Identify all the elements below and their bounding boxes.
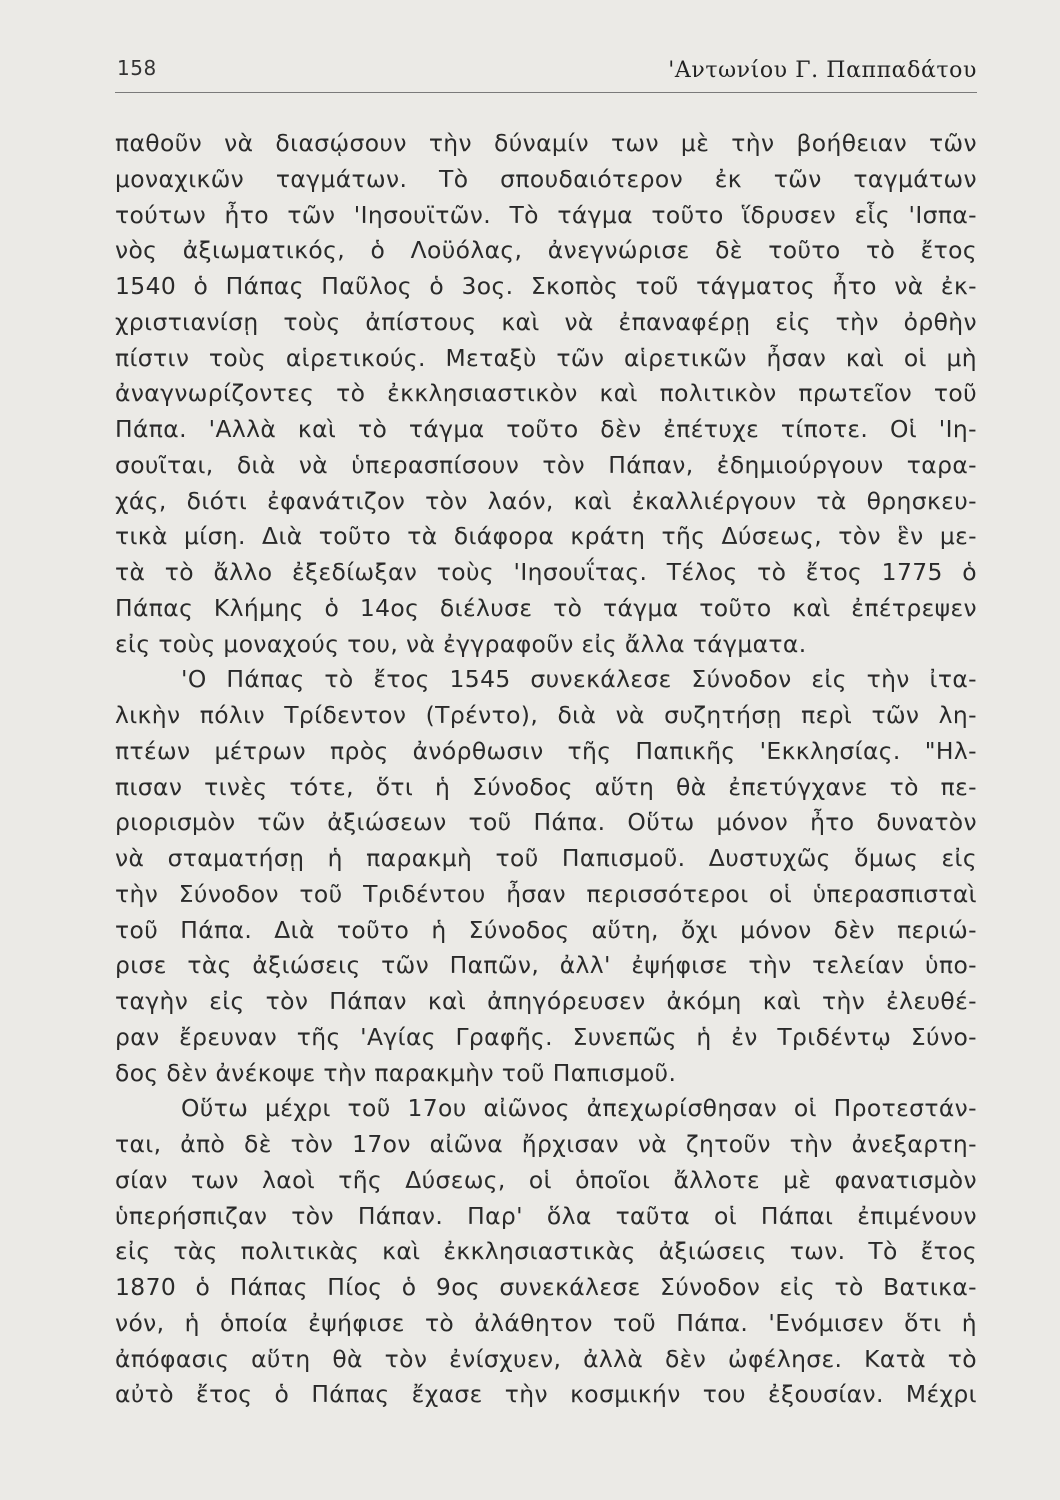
text-line: νὸς ἀξιωματικός, ὁ Λοϋόλας, ἀνεγνώρισε δὲ τοῦτο τὸ ἔτος — [115, 236, 977, 265]
text-line: ται, ἀπὸ δὲ τὸν 17ον αἰῶνα ἤρχισαν νὰ ζητοῦν τὴν ἀνεξαρτη- — [115, 1130, 977, 1158]
running-head — [115, 56, 977, 93]
text-line: δος δὲν ἀνέκοψε τὴν παρακμὴν τοῦ Παπισμοῦ. — [115, 1058, 677, 1087]
text-line: αὐτὸ ἔτος ὁ Πάπας ἔχασε τὴν κοσμικήν του ἐξουσίαν. Μέχρι — [115, 1380, 977, 1409]
text-line: Πάπας Κλήμης ὁ 14ος διέλυσε τὸ τάγμα τοῦτο καὶ ἐπέτρεψεν — [115, 593, 977, 622]
text-line: ἀπόφασις αὕτη θὰ τὸν ἐνίσχυεν, ἀλλὰ δὲν ὠφέλησε. Κατὰ τὸ — [115, 1344, 977, 1373]
paragraph-start-line: 'Ο Πάπας τὸ ἔτος 1545 συνεκάλεσε Σύνοδον εἰς τὴν ἰτα- — [181, 665, 977, 694]
text-line: μοναχικῶν ταγμάτων. Τὸ σπουδαιότερον ἐκ τῶν ταγμάτων — [115, 164, 977, 193]
text-line: τοῦ Πάπα. Διὰ τοῦτο ἡ Σύνοδος αὕτη, ὄχι μόνον δὲν περιώ- — [115, 915, 977, 944]
text-line: ταγὴν εἰς τὸν Πάπαν καὶ ἀπηγόρευσεν ἀκόμη καὶ τὴν ἐλευθέ- — [115, 987, 977, 1015]
text-line: ὑπερήσπιζαν τὸν Πάπαν. Παρ' ὅλα ταῦτα οἱ Πάπαι ἐπιμένουν — [115, 1201, 977, 1230]
body-text — [115, 126, 977, 1413]
text-line: σίαν των λαοὶ τῆς Δύσεως, οἱ ὁποῖοι ἄλλοτε μὲ φανατισμὸν — [115, 1165, 977, 1194]
author-name: 'Αντωνίου Γ. Παππαδάτου — [668, 58, 977, 83]
text-line: εἰς τοὺς μοναχούς του, νὰ ἐγγραφοῦν εἰς ἄλλα τάγματα. — [115, 629, 807, 658]
text-line: παθοῦν νὰ διασῴσουν τὴν δύναμίν των μὲ τὴν βοήθειαν τῶν — [115, 129, 977, 157]
text-line: 1870 ὁ Πάπας Πίος ὁ 9ος συνεκάλεσε Σύνοδον εἰς τὸ Βατικα- — [115, 1273, 977, 1301]
text-line: τικὰ μίση. Διὰ τοῦτο τὰ διάφορα κράτη τῆς Δύσεως, τὸν ἓν με- — [115, 522, 977, 551]
page-number: 158 — [117, 56, 157, 80]
text-line: νὰ σταματήσῃ ἡ παρακμὴ τοῦ Παπισμοῦ. Δυστυχῶς ὅμως εἰς — [115, 844, 977, 872]
text-line: ραν ἔρευναν τῆς 'Αγίας Γραφῆς. Συνεπῶς ἡ ἐν Τριδέντῳ Σύνο- — [115, 1022, 977, 1051]
text-line: Πάπα. 'Αλλὰ καὶ τὸ τάγμα τοῦτο δὲν ἐπέτυχε τίποτε. Οἱ 'Ιη- — [115, 415, 977, 443]
text-line: τὴν Σύνοδον τοῦ Τριδέντου ἦσαν περισσότεροι οἱ ὑπερασπισταὶ — [115, 879, 977, 908]
text-line: πίστιν τοὺς αἱρετικούς. Μεταξὺ τῶν αἱρετικῶν ἦσαν καὶ οἱ μὴ — [115, 343, 977, 372]
text-line: ριορισμὸν τῶν ἀξιώσεων τοῦ Πάπα. Οὕτω μόνον ἦτο δυνατὸν — [115, 808, 977, 837]
text-line: 1540 ὁ Πάπας Παῦλος ὁ 3ος. Σκοπὸς τοῦ τάγματος ἦτο νὰ ἐκ- — [115, 272, 977, 300]
text-line: εἰς τὰς πολιτικὰς καὶ ἐκκλησιαστικὰς ἀξιώσεις των. Τὸ ἔτος — [115, 1237, 977, 1266]
text-line: πτέων μέτρων πρὸς ἀνόρθωσιν τῆς Παπικῆς 'Εκκλησίας. "Ηλ- — [115, 736, 977, 765]
text-line: χάς, διότι ἐφανάτιζον τὸν λαόν, καὶ ἐκαλλιέργουν τὰ θρησκευ- — [115, 486, 977, 515]
text-line: τὰ τὸ ἄλλο ἐξεδίωξαν τοὺς 'Ιησουΐτας. Τέλος τὸ ἔτος 1775 ὁ — [115, 558, 977, 586]
text-line: ρισε τὰς ἀξιώσεις τῶν Παπῶν, ἀλλ' ἐψήφισε τὴν τελείαν ὑπο- — [115, 951, 977, 980]
text-line: ἀναγνωρίζοντες τὸ ἐκκλησιαστικὸν καὶ πολιτικὸν πρωτεῖον τοῦ — [115, 379, 977, 408]
text-line: λικὴν πόλιν Τρίδεντον (Τρέντο), διὰ νὰ συζητήσῃ περὶ τῶν λη- — [115, 701, 977, 729]
paragraph-start-line: Οὕτω μέχρι τοῦ 17ου αἰῶνος ἀπεχωρίσθησαν οἱ Προτεστάν- — [181, 1094, 977, 1123]
text-line: τούτων ἦτο τῶν 'Ιησουϊτῶν. Τὸ τάγμα τοῦτο ἵδρυσεν εἷς 'Ισπα- — [115, 200, 977, 229]
text-line: χριστιανίσῃ τοὺς ἀπίστους καὶ νὰ ἐπαναφέρῃ εἰς τὴν ὀρθὴν — [115, 307, 977, 336]
text-line: πισαν τινὲς τότε, ὅτι ἡ Σύνοδος αὕτη θὰ ἐπετύγχανε τὸ πε- — [115, 772, 977, 801]
text-line: νόν, ἡ ὁποία ἐψήφισε τὸ ἀλάθητον τοῦ Πάπα. 'Ενόμισεν ὅτι ἡ — [115, 1308, 977, 1337]
text-line: σουῖται, διὰ νὰ ὑπερασπίσουν τὸν Πάπαν, ἐδημιούργουν ταρα- — [115, 450, 977, 479]
